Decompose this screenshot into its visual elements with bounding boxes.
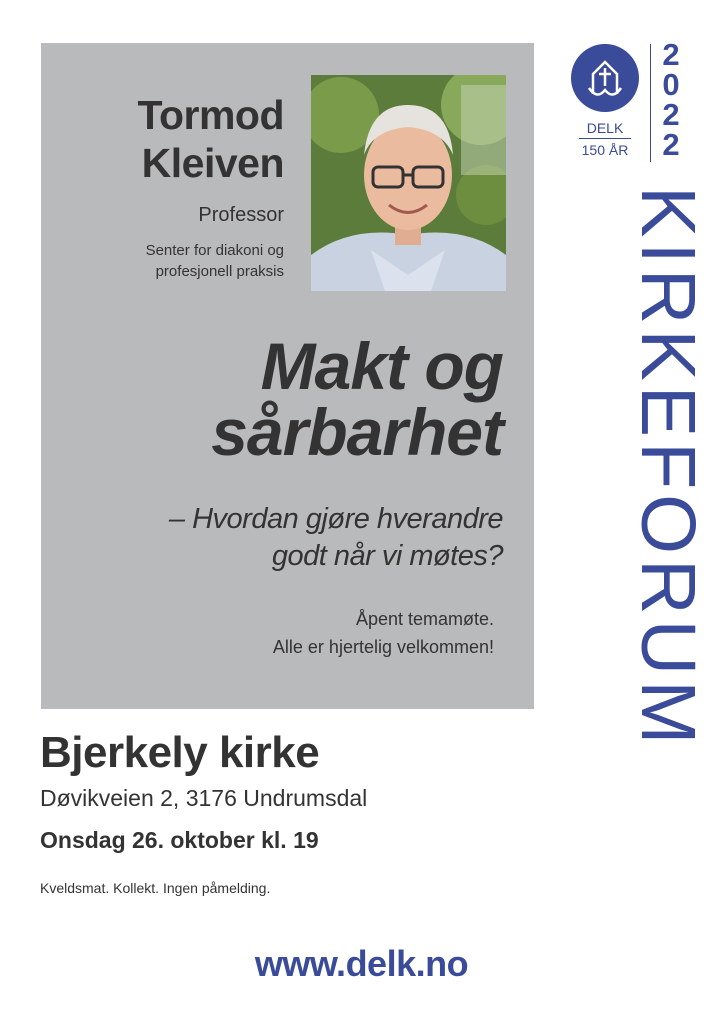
event-headline [63,329,503,469]
invite-line2: Alle er hjertelig velkommen! [272,637,494,657]
year-divider [650,44,651,162]
speaker-name [44,91,284,187]
speaker-affiliation-line2: profesjonell praksis [155,263,284,280]
subtitle-line1: – Hvordan gjøre hverandre [168,503,503,535]
logo-org: DELK [586,120,624,136]
year-digit: 2 [662,37,680,72]
year-digit: 0 [662,67,680,102]
website-link[interactable]: www.delk.no [254,943,469,984]
venue-address: Døvikveien 2, 3176 Undrumsdal [40,785,368,811]
event-panel [41,43,534,709]
speaker-photo [311,75,506,291]
speaker-title: Professor [198,204,284,226]
event-notes: Kveldsmat. Kollekt. Ingen påmelding. [40,880,271,896]
headline-line2: sårbarhet [211,395,503,469]
speaker-affiliation [24,240,284,282]
venue-name: Bjerkely kirke [40,728,320,777]
speaker-affiliation-line1: Senter for diakoni og [145,242,284,259]
logo-anniversary: 150 ÅR [581,142,629,158]
year-digit: 2 [662,97,680,132]
church-cross-hands-icon [571,44,639,112]
speaker-first-name: Tormod [137,92,284,138]
subtitle-line2: godt når vi møtes? [271,540,503,572]
year-digit: 2 [662,127,680,162]
event-invite [134,605,494,661]
headline-line1: Makt og [260,329,503,403]
series-title: KIRKEFORUM [625,186,711,750]
event-datetime: Onsdag 26. oktober kl. 19 [40,827,319,853]
invite-line1: Åpent temamøte. [355,609,494,629]
year-stack [656,37,686,162]
event-subtitle [63,501,503,575]
logo-divider [579,138,631,139]
speaker-last-name: Kleiven [141,140,284,186]
